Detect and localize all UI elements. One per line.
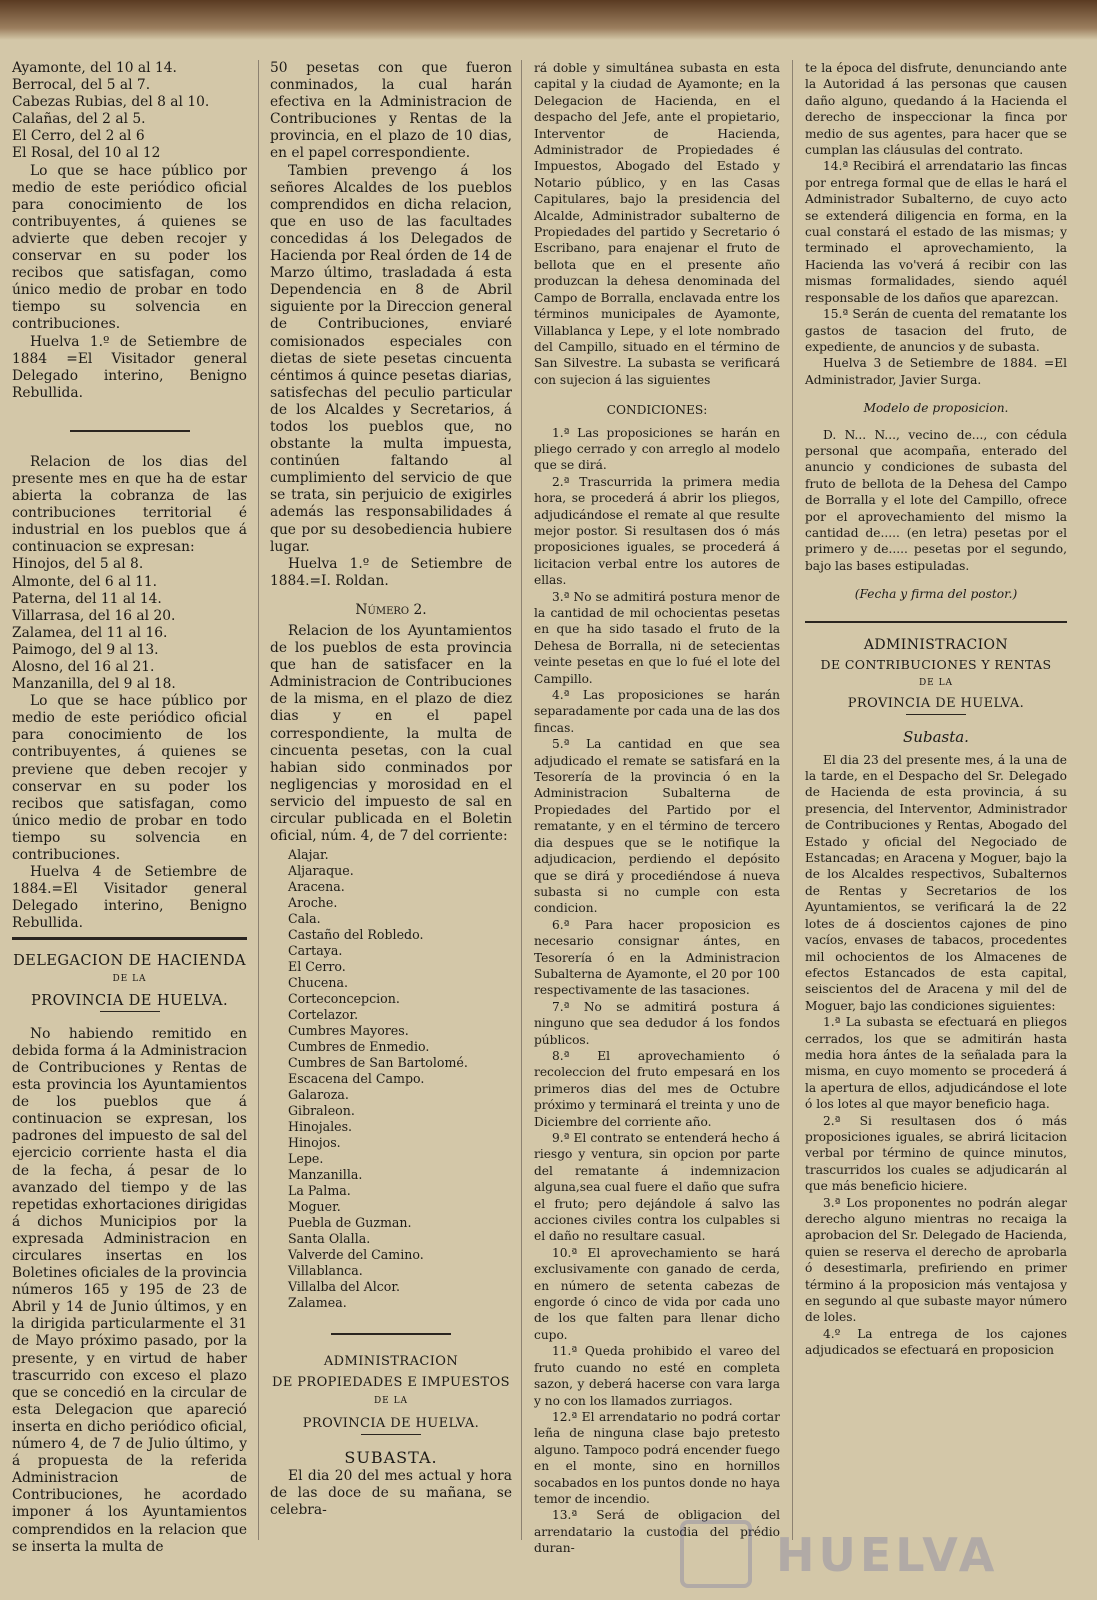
list-item: La Palma. bbox=[288, 1183, 351, 1199]
column-3 bbox=[534, 60, 780, 1556]
date-entry: Hinojos, del 5 al 8. bbox=[12, 556, 144, 573]
signature: Huelva 1.º de Setiembre de 1884.=I. Roldan. bbox=[270, 555, 512, 589]
divider bbox=[331, 1333, 451, 1335]
section-heading: DELEGACION DE HACIENDA bbox=[13, 951, 246, 969]
continued-paragraph: te la época del disfrute, denunciando ante la Autoridad á las personas que causen daño alguno, quedando á la Hacienda el derecho de inspeccionar la finca por medio de sus agentes, para hacer que se cumplan las cláusulas del contrato. bbox=[805, 61, 1067, 158]
divider bbox=[100, 1011, 160, 1012]
condition-item: 4.ª Las proposiciones se harán separadamente por cada una de las dos fincas. bbox=[534, 688, 780, 735]
condition-item: 10.ª El aprovechamiento se hará exclusivamente con ganado de cerda, en número de setenta cabezas de engorde ó cinco de vida por cada uno de los que falten para llenar dicho cupo. bbox=[534, 1245, 780, 1342]
list-item: Castaño del Robledo. bbox=[288, 927, 424, 943]
date-entry: Paterna, del 11 al 14. bbox=[12, 590, 162, 607]
list-item: Galaroza. bbox=[288, 1087, 349, 1103]
section-de-la: DE LA bbox=[373, 1396, 409, 1407]
condition-item: 7.ª No se admitirá postura á ninguno que sea dedudor á los fondos públicos. bbox=[534, 999, 780, 1047]
list-item: Zalamea. bbox=[288, 1295, 347, 1311]
column-rule bbox=[258, 60, 259, 1540]
collection-dates-b bbox=[12, 556, 247, 693]
modelo-body: D. N... N..., vecino de..., con cédula personal que acompaña, enterado del anuncio y condiciones de subasta del fruto de bellota de la Dehesa del Campo de Borralla y el lote del Campillo, ofrece por el aprovechamiento del mismo la cantidad de..... (en letra) pesetas por el primero y de..... pesetas por el segundo, bajo las bases estipuladas. bbox=[805, 427, 1067, 573]
signature: Huelva 3 de Setiembre de 1884. =El Administrador, Javier Surga. bbox=[805, 356, 1067, 387]
relacion-intro: Relacion de los dias del presente mes en que ha de estar abierta la cobranza de las contribuciones territorial é industrial en los pueblos que á continuacion se expresan: bbox=[12, 453, 247, 556]
subasta-heading: SUBASTA. bbox=[344, 1447, 438, 1467]
number-heading: Número 2. bbox=[355, 601, 427, 618]
list-item: Cumbres de San Bartolomé. bbox=[288, 1055, 468, 1071]
section-heading: ADMINISTRACION bbox=[863, 636, 1009, 653]
list-item: Manzanilla. bbox=[288, 1167, 363, 1183]
section-subheading: DE PROPIEDADES E IMPUESTOS bbox=[272, 1375, 510, 1391]
condition-item: 13.ª Será de obligacion del arrendatario la custodia del prédio duran- bbox=[534, 1508, 780, 1556]
condition-item: 12.ª El arrendatario no podrá cortar leña de ninguna clase bajo pretesto alguno. Tampoco podrá encender fuego en el monte, sino en hornillos socabados en los puntos donde no haya temor de incendio. bbox=[534, 1409, 780, 1506]
condition-item: 14.ª Recibirá el arrendatario las fincas por entrega formal que de ellas le hará el Administrador Subalterno, de cuyo acto se extenderá diligencia en forma, en la cual constará el estado de las mismas; y terminado el aprovechamiento, la Hacienda las vo'verá á recibir con las mismas formalidades, siendo aquél responsable de los daños que aparezcan. bbox=[805, 159, 1067, 305]
list-item: Gibraleon. bbox=[288, 1103, 355, 1119]
condition-item: 2.ª Si resultasen dos ó más proposiciones iguales, se abrirá licitacion verbal por término de quince minutos, trascurridos los cuales se adjudicarán al que más beneficio hiciere. bbox=[805, 1113, 1067, 1194]
condition-item: 1.ª La subasta se efectuará en pliegos cerrados, los que se admitirán hasta media hora ántes de la señalada para la misma, en cuyo momento se procederá á la apertura de ellos, adjudicándose el lote ó los lotes al que mayor beneficio haga. bbox=[805, 1015, 1067, 1112]
subasta-body: El dia 23 del presente mes, á la una de la tarde, en el Despacho del Sr. Delegado de Hacienda de esta provincia, á su presencia, del Interventor, Administrador de Contribuciones y Rentas, Abogado del Estado y oficial del Negociado de Estancadas; en Aracena y Moguer, bajo la de los Alcaldes respectivos, Subalternos de Rentas y Secretarios de los Ayuntamientos, se verificará la de 22 lotes de á doscientos cajones de pino vacíos, envases de tabacos, procedentes mil ochocientos de los Almacenes de efectos Estancados de esta capital, seiscientos del de Aracena y mil del de Moguer, bajo las condiciones siguientes: bbox=[805, 752, 1067, 1013]
divider bbox=[70, 430, 190, 432]
subasta-heading: Subasta. bbox=[903, 728, 969, 747]
collection-dates-a bbox=[12, 60, 247, 163]
column-rule bbox=[792, 60, 793, 1540]
fecha-line: (Fecha y firma del postor.) bbox=[854, 587, 1018, 602]
divider bbox=[361, 1434, 421, 1435]
list-item: Valverde del Camino. bbox=[288, 1247, 424, 1263]
list-item: Aracena. bbox=[288, 879, 345, 895]
condition-item: 2.ª Trascurrida la primera media hora, se procederá á abrir los pliegos, adjudicándose el remate al que resulte mejor postor. Si resultasen dos ó más proposiciones iguales, se procederá á licitacion verbal entre los autores de ellas. bbox=[534, 474, 780, 588]
list-item: Hinojales. bbox=[288, 1119, 353, 1135]
date-entry: Cabezas Rubias, del 8 al 10. bbox=[12, 94, 210, 111]
notice-paragraph: Lo que se hace público por medio de este periódico oficial para conocimiento de los contribuyentes, á quienes se previene que deben recojer y conservar en su poder los recibos que satisfagan, como único medio de probar en todo tiempo su solvencia en contribuciones. bbox=[12, 693, 247, 864]
conditions-heading: CONDICIONES: bbox=[606, 403, 708, 418]
date-entry: Manzanilla, del 9 al 18. bbox=[12, 676, 176, 693]
condition-item: 15.ª Serán de cuenta del rematante los gastos de tasacion del fruto, de expediente, de anuncios y de subasta. bbox=[805, 307, 1067, 354]
list-item: Moguer. bbox=[288, 1199, 341, 1215]
list-item: Alajar. bbox=[288, 847, 329, 863]
archive-watermark bbox=[680, 1520, 999, 1590]
date-entry: Zalamea, del 11 al 16. bbox=[12, 624, 168, 641]
list-item: Aroche. bbox=[288, 895, 338, 911]
section-rule bbox=[12, 937, 247, 940]
condition-item: 1.ª Las proposiciones se harán en pliego cerrado y con arreglo al modelo que se dirá. bbox=[534, 425, 780, 473]
date-entry: Alosno, del 16 al 21. bbox=[12, 659, 155, 675]
condition-item: 11.ª Queda prohibido el vareo del fruto cuando no esté en completa sazon, y deberá hacerse con vara larga y no con los llamados zurriagos. bbox=[534, 1344, 780, 1408]
divider bbox=[906, 714, 966, 715]
date-entry: El Cerro, del 2 al 6 bbox=[12, 128, 145, 145]
condition-item: 4.º La entrega de los cajones adjudicados se efectuará en proposicion bbox=[805, 1326, 1067, 1358]
section-rule bbox=[805, 621, 1067, 623]
list-item: Cartaya. bbox=[288, 943, 343, 959]
list-item: Cumbres Mayores. bbox=[288, 1023, 409, 1039]
list-item: Puebla de Guzman. bbox=[288, 1215, 412, 1231]
condition-item: 8.ª El aprovechamiento ó recoleccion del fruto empesará en los primeros dias del mes de Octubre próximo y terminará el treinta y uno de Diciembre del corriente año. bbox=[534, 1048, 780, 1129]
watermark-text: HUELVA bbox=[776, 1528, 999, 1582]
condition-item: 9.ª El contrato se entenderá hecho á riesgo y ventura, sin opcion por parte del rematante á indemnizacion alguna,sea cual fuere el daño que sufra el fruto; pero dejándole á salvo las acciones civiles contra los culpables si el daño no resultare casual. bbox=[534, 1131, 780, 1244]
list-item: Villablanca. bbox=[288, 1263, 363, 1279]
date-entry: Calañas, del 2 al 5. bbox=[12, 111, 146, 128]
signature: Huelva 4 de Setiembre de 1884.=El Visitador general Delegado interino, Benigno Rebullida. bbox=[12, 864, 247, 932]
column-2 bbox=[270, 60, 512, 1540]
signature: Huelva 1.º de Setiembre de 1884 =El Visitador general Delegado interino, Benigno Rebullida. bbox=[12, 333, 247, 401]
section-subheading: DE CONTRIBUCIONES Y RENTAS bbox=[820, 657, 1052, 672]
modelo-heading: Modelo de proposicion. bbox=[863, 401, 1009, 416]
section-province: PROVINCIA DE HUELVA. bbox=[30, 991, 229, 1009]
relacion-paragraph: Relacion de los Ayuntamientos de los pueblos de esta provincia que han de satisfacer en la Administracion de Contribuciones de la misma, en el plazo de diez dias y en el papel correspondiente, la multa de cincuenta pesetas, con la cual habian sido conminados por negligencias y morosidad en el servicio del impuesto de sal en circular publicada en el Boletin oficial, núm. 4, de 7 del corriente: bbox=[270, 623, 512, 845]
date-entry: Ayamonte, del 10 al 14. bbox=[12, 60, 177, 76]
list-item: Hinojos. bbox=[288, 1135, 341, 1151]
list-item: Santa Olalla. bbox=[288, 1231, 371, 1247]
date-entry: Berrocal, del 5 al 7. bbox=[12, 77, 151, 94]
list-item: Chucena. bbox=[288, 975, 348, 991]
date-entry: El Rosal, del 10 al 12 bbox=[12, 145, 161, 162]
condition-item: 6.ª Para hacer proposicion es necesario consignar ántes, en Tesorería ó en la Administracion Subalterna de Ayamonte, el 20 por 100 respectivamente de las tasaciones. bbox=[534, 917, 780, 998]
section-province: PROVINCIA DE HUELVA. bbox=[302, 1415, 480, 1431]
subasta-body: El dia 20 del mes actual y hora de las doce de su mañana, se celebra- bbox=[270, 1467, 512, 1518]
watermark-emblem-icon bbox=[680, 1520, 752, 1588]
column-1 bbox=[12, 60, 248, 1555]
date-entry: Paimogo, del 9 al 13. bbox=[12, 641, 159, 658]
section-de-la: DE LA bbox=[918, 678, 954, 689]
continued-paragraph: 50 pesetas con que fueron conminados, la cual harán efectiva en la Administracion de Contribuciones y Rentas de la provincia, en el plazo de 10 dias, en el papel correspondiente. bbox=[270, 60, 512, 162]
list-item: Aljaraque. bbox=[288, 863, 354, 879]
list-item: Corteconcepcion. bbox=[288, 991, 400, 1007]
list-item: Villalba del Alcor. bbox=[288, 1279, 401, 1295]
list-item: Cortelazor. bbox=[288, 1007, 359, 1023]
list-item: El Cerro. bbox=[288, 959, 346, 975]
notice-paragraph: Lo que se hace público por medio de este periódico oficial para conocimiento de los contribuyentes, á quienes se advierte que deben recojer y conservar en su poder los recibos que satisfagan, como único medio de probar en todo tiempo su solvencia en contribuciones. bbox=[12, 162, 247, 333]
condition-item: 3.ª No se admitirá postura menor de la cantidad de mil ochocientas pesetas en que ha sido tasado el fruto de la Dehesa de Borralla, ni de setecientas veinte pesetas en que lo fué el lote del Campillo. bbox=[534, 589, 780, 686]
section-subheading: DE LA bbox=[112, 973, 147, 984]
list-item: Cala. bbox=[288, 911, 321, 927]
date-entry: Almonte, del 6 al 11. bbox=[12, 573, 158, 590]
section-province: PROVINCIA DE HUELVA. bbox=[847, 695, 1025, 711]
notice-paragraph: Tambien prevengo á los señores Alcaldes de los pueblos comprendidos en dicha relacion, que en uso de las facultades concedidas á los Delegados de Hacienda por Real órden de 14 de Marzo último, trasladada á esta Dependencia en 8 de Abril siguiente por la Direccion general de Contribuciones, enviaré comisionados especiales con dietas de siete pesetas cincuenta céntimos á quince pesetas diarias, satisfechas del peculio particular de los Alcaldes y Secretarios, á todos los pueblos que, no obstante la multa impuesta, continúen faltando al cumplimiento del servicio de que se trata, sin perjuicio de exigirles además las responsabilidades á que por su desobediencia hubiere lugar. bbox=[270, 162, 512, 555]
delegacion-body: No habiendo remitido en debida forma á la Administracion de Contribuciones y Rentas de esta provincia los Ayuntamientos de los pueblos que á continuacion se expresan, los padrones del impuesto de sal del ejercicio corriente hasta el dia de la fecha, á pesar de lo avanzado del tiempo y de las repetidas exhortaciones dirigidas á dichos Municipios por la expresada Administracion en circulares insertas en los Boletines oficiales de la provincia números 165 y 195 de 23 de Abril y 14 de Junio últimos, y en la dirigida particularmente el 31 de Mayo próximo pasado, por la presente, y en virtud de haber trascurrido con exceso el plazo que se concedió en la circular de esta Delegacion que apareció inserta en dicho periódico oficial, número 4, de 7 de Julio último, y á propuesta de la referida Administracion de Contribuciones, he acordado imponer á los Ayuntamientos comprendidos en la relacion que se inserta la multa de bbox=[12, 1025, 248, 1555]
section-heading: ADMINISTRACION bbox=[323, 1354, 459, 1370]
list-item: Cumbres de Enmedio. bbox=[288, 1039, 430, 1055]
column-4 bbox=[805, 60, 1067, 1540]
date-entry: Villarrasa, del 16 al 20. bbox=[12, 607, 176, 624]
condition-item: 5.ª La cantidad en que sea adjudicado el remate se satisfará en la Tesorería de la provincia ó en la Administracion Subalterna de Propiedades del Partido por el rematante, y en el término de tercero dia despues que se le notifique la adjudicacion, perdiendo el depósito que se dirá y procediéndose á nueva subasta si no cumple con esta condicion. bbox=[534, 737, 780, 916]
condition-item: 3.ª Los proponentes no podrán alegar derecho alguno mientras no recaiga la aprobacion del Sr. Delegado de Hacienda, quien se reserva el derecho de aprobarla ó desestimarla, prefiriendo en primer término á la proposicion más ventajosa y en segundo al que subaste mayor número de loles. bbox=[805, 1195, 1067, 1325]
list-item: Lepe. bbox=[288, 1151, 324, 1167]
pueblos-list bbox=[270, 847, 512, 1311]
subasta-intro: rá doble y simultánea subasta en esta capital y la ciudad de Ayamonte; en la Delegacion de Hacienda, en el despacho del Jefe, ante el propietario, Interventor de Hacienda, Administrador de Propiedades é Impuestos, Abogado del Estado y Notario público, y en las Casas Capitulares, bajo la presidencia del Alcalde, Administrador subalterno de Propiedades del partido y Secretario ó Escribano, para enajenar el fruto de bellota que en el presente año produzcan la dehesa denominada del Campo de Borralla, enclavada entre los términos municipales de Ayamonte, Villablanca y Lepe, y el lote nombrado del Campillo, situado en el término de San Silvestre. La subasta se verificará con sujecion á las siguientes bbox=[534, 61, 780, 387]
column-rule bbox=[521, 60, 522, 1540]
list-item: Escacena del Campo. bbox=[288, 1071, 425, 1087]
